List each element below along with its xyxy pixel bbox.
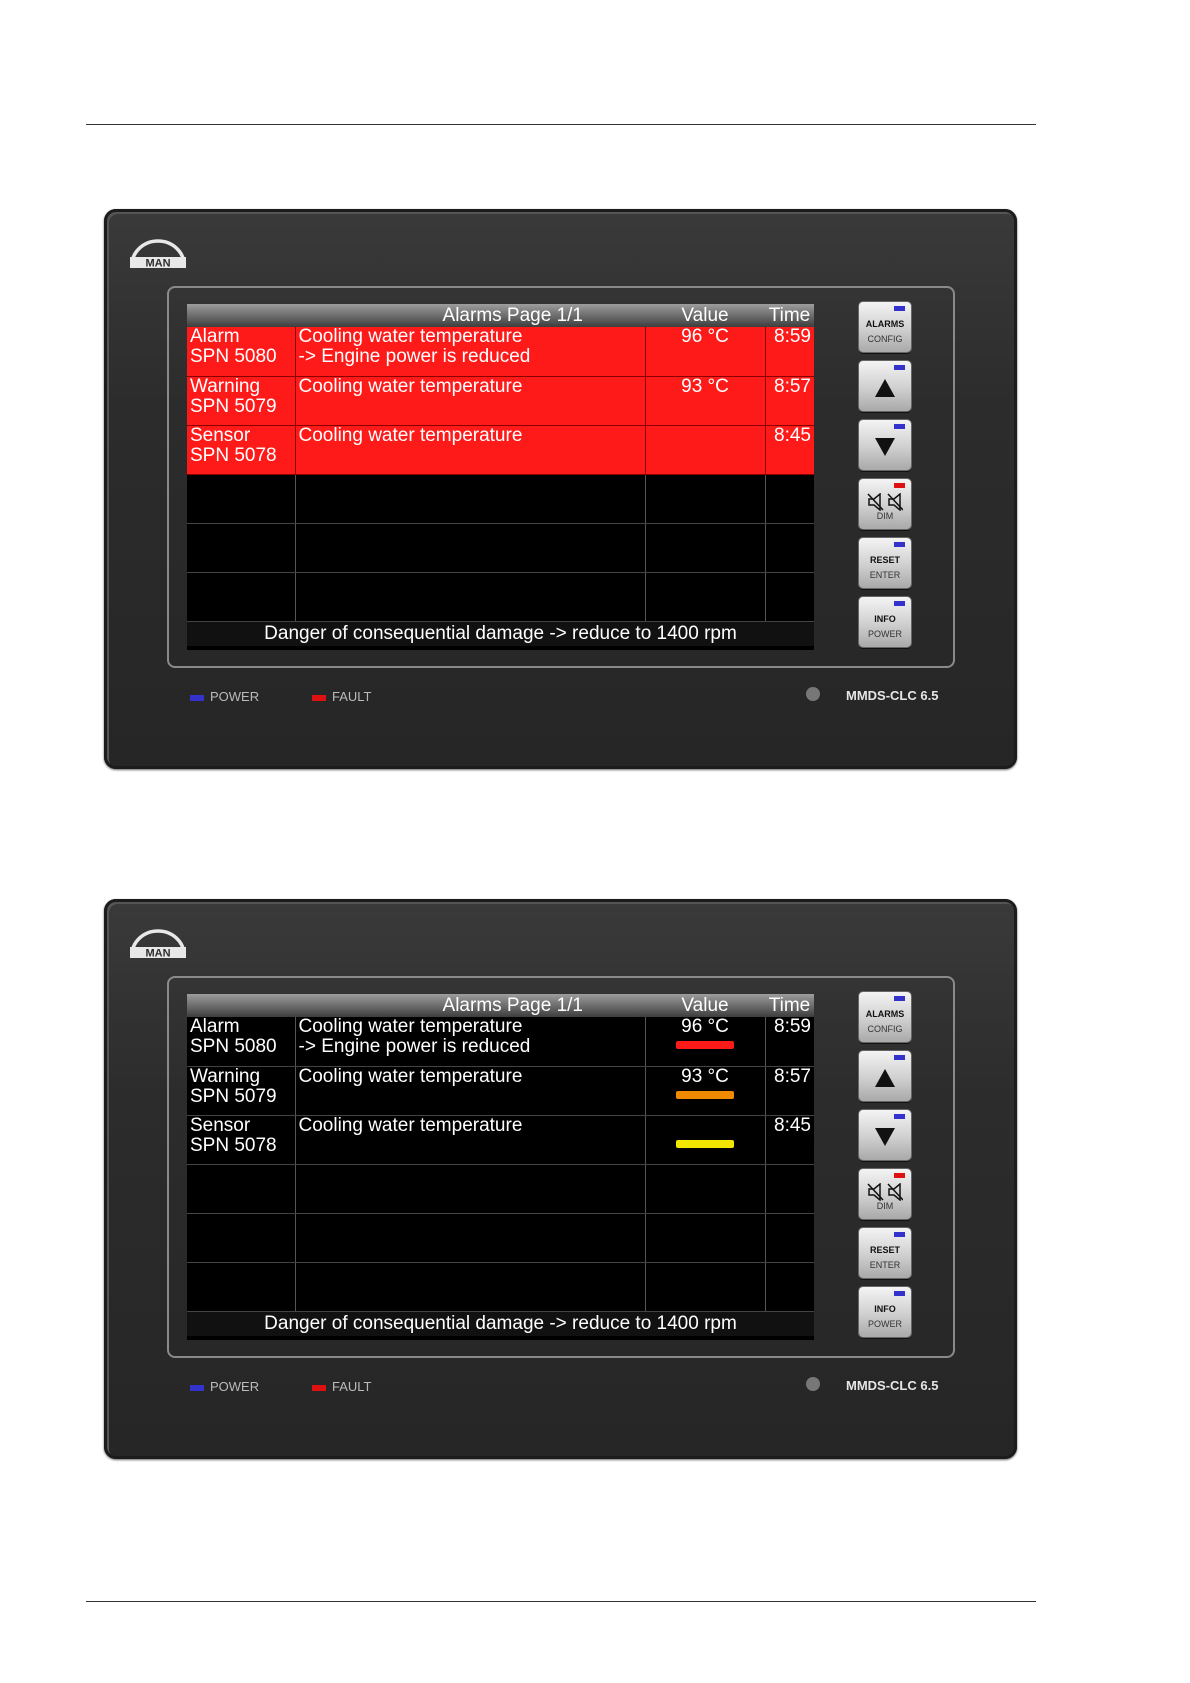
- table-row[interactable]: [187, 425, 814, 474]
- mute-icon: [867, 493, 903, 511]
- row-desc: Cooling water temperature -> Engine power is reduced: [295, 1017, 645, 1066]
- row-type: Alarm SPN 5080: [187, 1017, 295, 1066]
- alarm-table: [187, 304, 814, 646]
- row-value: [645, 425, 765, 474]
- button-led: [894, 996, 905, 1001]
- row-time: 8:45: [765, 1115, 814, 1164]
- button-led: [894, 1114, 905, 1119]
- man-logo: [128, 925, 188, 959]
- row-value: [645, 1115, 765, 1164]
- alarm-level-bar: [676, 1041, 734, 1049]
- row-time: 8:45: [765, 425, 814, 474]
- time-header: Time: [765, 304, 814, 327]
- row-value: 96 °C: [645, 327, 765, 376]
- empty-row: [187, 1164, 814, 1213]
- button-led: [894, 601, 905, 606]
- time-header: Time: [765, 994, 814, 1017]
- button-column: [859, 302, 913, 656]
- value-header: Value: [645, 304, 765, 327]
- empty-row: [187, 1213, 814, 1262]
- table-row[interactable]: [187, 1115, 814, 1164]
- table-row[interactable]: [187, 376, 814, 425]
- svg-text:MAN: MAN: [145, 257, 171, 269]
- row-time: 8:57: [765, 1066, 814, 1115]
- fault-indicator: FAULT: [312, 689, 372, 704]
- svg-text:MAN: MAN: [145, 947, 171, 959]
- row-type: Sensor SPN 5078: [187, 1115, 295, 1164]
- info-power-button[interactable]: INFO POWER: [859, 1287, 911, 1337]
- power-led-icon: [190, 1385, 204, 1391]
- row-type: Alarm SPN 5080: [187, 327, 295, 376]
- button-led: [894, 542, 905, 547]
- mute-icon: [867, 1183, 903, 1201]
- button-led: [894, 483, 905, 488]
- row-time: 8:57: [765, 376, 814, 425]
- page-title: Alarms Page 1/1: [187, 994, 645, 1017]
- down-arrow-icon: [875, 438, 895, 456]
- button-led: [894, 1291, 905, 1296]
- empty-row: [187, 572, 814, 621]
- alarm-table: [187, 994, 814, 1336]
- light-sensor-icon: [806, 1377, 820, 1391]
- reset-enter-button[interactable]: RESET ENTER: [859, 538, 911, 588]
- status-message: Danger of consequential damage -> reduce to 1400 rpm: [187, 621, 814, 646]
- button-led: [894, 1232, 905, 1237]
- table-row[interactable]: [187, 327, 814, 376]
- header-rule: [86, 124, 1036, 125]
- empty-row: [187, 474, 814, 523]
- row-desc: Cooling water temperature: [295, 1115, 645, 1164]
- row-desc: Cooling water temperature: [295, 376, 645, 425]
- row-time: 8:59: [765, 327, 814, 376]
- power-led-icon: [190, 695, 204, 701]
- alarm-screen: [187, 304, 814, 650]
- fault-led-icon: [312, 1385, 326, 1391]
- alarms-config-button[interactable]: ALARMS CONFIG: [859, 302, 911, 352]
- row-time: 8:59: [765, 1017, 814, 1066]
- footer-rule: [86, 1601, 1036, 1602]
- power-indicator: POWER: [190, 689, 259, 704]
- empty-row: [187, 1262, 814, 1311]
- down-arrow-icon: [875, 1128, 895, 1146]
- table-row[interactable]: [187, 1066, 814, 1115]
- alarms-config-button[interactable]: ALARMS CONFIG: [859, 992, 911, 1042]
- mute-dim-button[interactable]: DIM: [859, 479, 911, 529]
- button-led: [894, 1055, 905, 1060]
- button-led: [894, 365, 905, 370]
- display-panel-2: [104, 899, 1017, 1459]
- alarm-screen: [187, 994, 814, 1340]
- down-button[interactable]: [859, 1110, 911, 1160]
- row-value: 96 °C: [645, 1017, 765, 1066]
- button-column: [859, 992, 913, 1346]
- up-button[interactable]: [859, 361, 911, 411]
- display-panel-1: [104, 209, 1017, 769]
- fault-led-icon: [312, 695, 326, 701]
- status-message: Danger of consequential damage -> reduce to 1400 rpm: [187, 1311, 814, 1336]
- down-button[interactable]: [859, 420, 911, 470]
- row-type: Sensor SPN 5078: [187, 425, 295, 474]
- page-title: Alarms Page 1/1: [187, 304, 645, 327]
- row-desc: Cooling water temperature -> Engine power is reduced: [295, 327, 645, 376]
- power-indicator: POWER: [190, 1379, 259, 1394]
- info-power-button[interactable]: INFO POWER: [859, 597, 911, 647]
- value-header: Value: [645, 994, 765, 1017]
- fault-indicator: FAULT: [312, 1379, 372, 1394]
- warning-level-bar: [676, 1091, 734, 1099]
- light-sensor-icon: [806, 687, 820, 701]
- up-arrow-icon: [875, 379, 895, 397]
- row-value: 93 °C: [645, 1066, 765, 1115]
- button-led: [894, 424, 905, 429]
- model-label: MMDS-CLC 6.5: [846, 688, 939, 703]
- row-value: 93 °C: [645, 376, 765, 425]
- row-type: Warning SPN 5079: [187, 376, 295, 425]
- button-led: [894, 1173, 905, 1178]
- row-desc: Cooling water temperature: [295, 1066, 645, 1115]
- table-row[interactable]: [187, 1017, 814, 1066]
- man-logo: [128, 235, 188, 269]
- up-button[interactable]: [859, 1051, 911, 1101]
- button-led: [894, 306, 905, 311]
- row-type: Warning SPN 5079: [187, 1066, 295, 1115]
- mute-dim-button[interactable]: DIM: [859, 1169, 911, 1219]
- model-label: MMDS-CLC 6.5: [846, 1378, 939, 1393]
- reset-enter-button[interactable]: RESET ENTER: [859, 1228, 911, 1278]
- empty-row: [187, 523, 814, 572]
- up-arrow-icon: [875, 1069, 895, 1087]
- sensor-level-bar: [676, 1140, 734, 1148]
- row-desc: Cooling water temperature: [295, 425, 645, 474]
